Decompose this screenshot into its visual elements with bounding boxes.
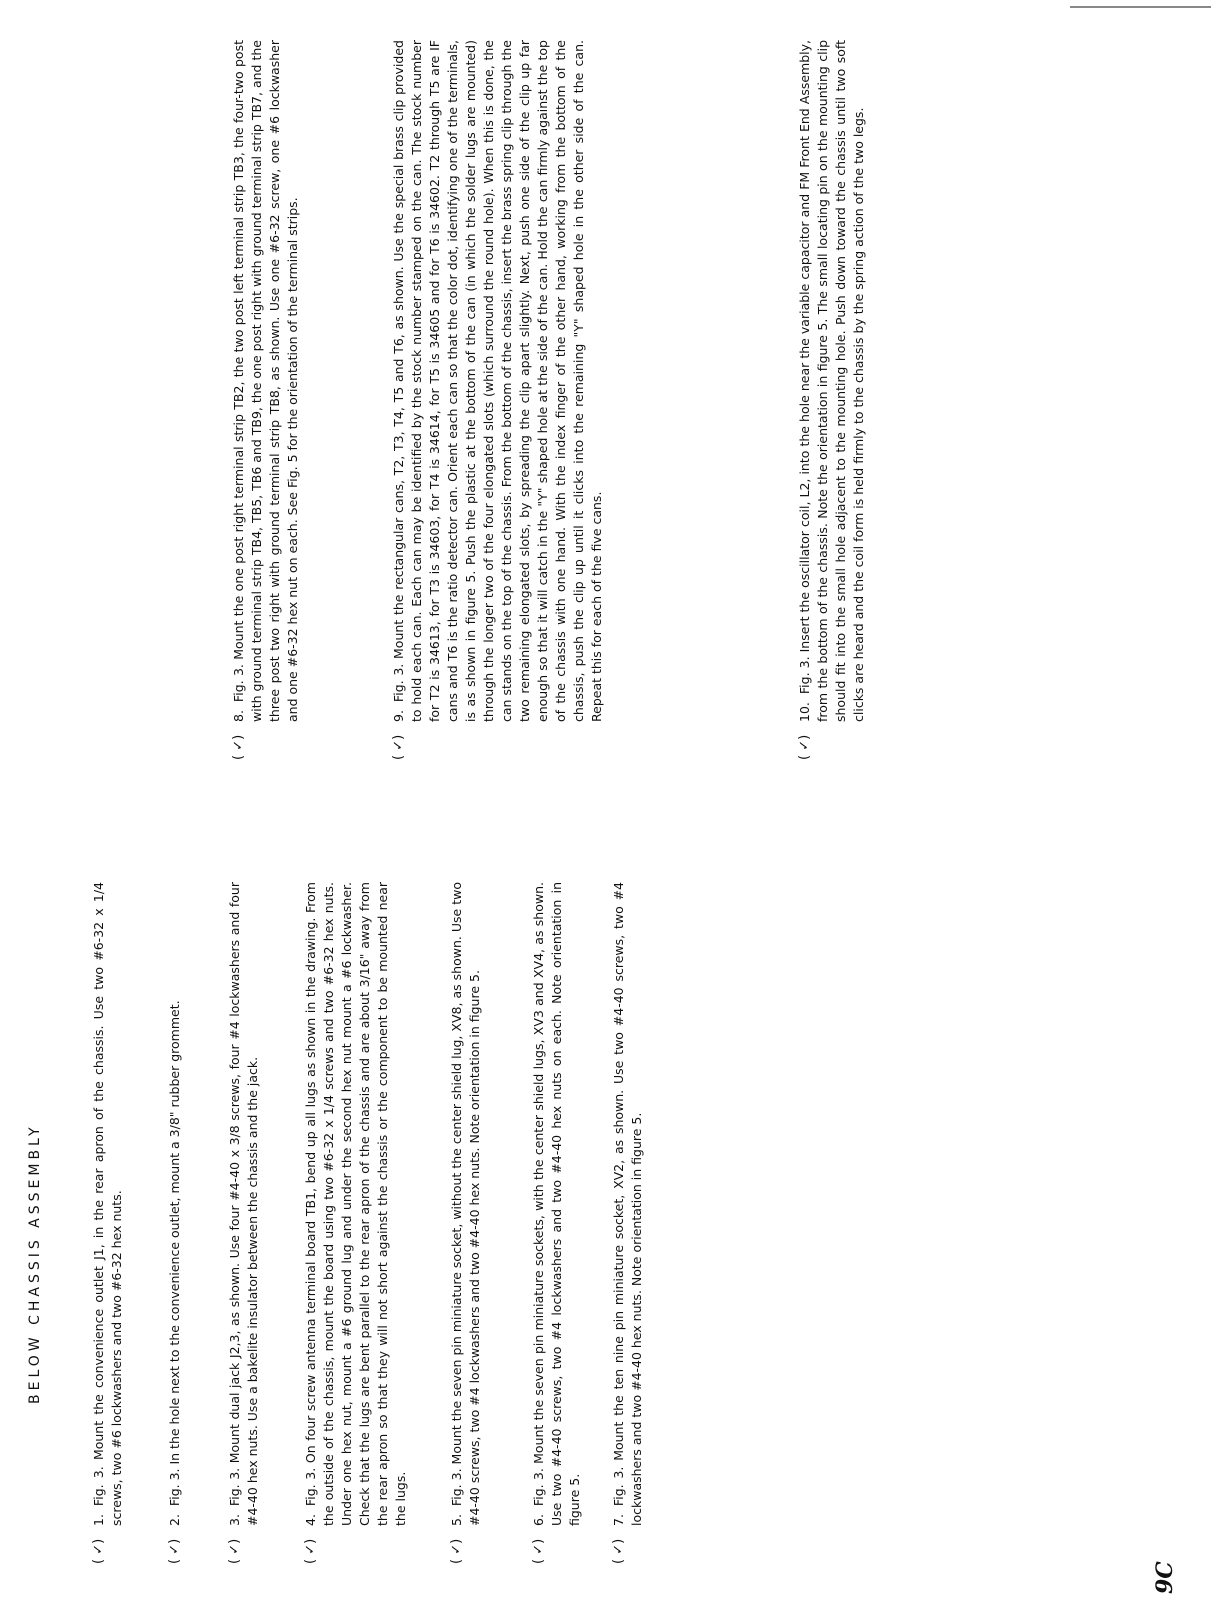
- step-2-text: Fig. 3. In the hole next to the convenience outlet, mount a 3/8" rubber grommet.: [167, 1000, 182, 1507]
- step-6: [530, 882, 584, 1564]
- step-10: [796, 40, 868, 760]
- step-9-text: Fig. 3. Mount the rectangular cans, T2, T3, T4, T5 and T6, as shown. Use the special brass clip provided to hold each can. Each can may be identified by the stock number stamped on the can. The stock number for T2 is 34613, for T3 is 34603, for T4 is 34614, for T5 is 34605 and for T6 is 34602. T2 through T5 are IF cans and T6 is the ratio detector can. Orient each can so that the color dot, identifying one of the terminals, is as shown in figure 5. Push the plastic at the bottom of the can (in which the solder lugs are mounted) through the longer two of the four elongated slots (which surround the round hole). When this is done, the can stands on the top of the chassis. From the bottom of the chassis, insert the brass spring clip through the two remaining elongated slots, by spreading the clip apart slightly. Next, push one side of the clip up far enough so that it will catch in the "Y" shaped hole at the side of the can. Hold the can firmly against the top of the chassis with one hand. With the index finger of the other hand, working from the bottom of the chassis, push the clip up until it clicks into the remaining "Y" shaped hole in the other side of the can. Repeat this for each of the five cans.: [391, 40, 604, 722]
- step-4: [302, 882, 410, 1564]
- step-3: [226, 882, 262, 1564]
- step-5-number: 5.: [449, 1514, 464, 1526]
- step-4-checkbox[interactable]: ( ✓): [303, 1538, 318, 1564]
- step-8-text: Fig. 3. Mount the one post right terminal strip TB2, the two post left terminal strip TB3, the four-two post with ground terminal strip TB4, TB5, TB6 and TB9, the one post right with ground terminal strip TB7, and the three post two right with ground terminal strip TB8, as shown. Use one #6-32 screw, one #6 lockwasher and one #6-32 hex nut on each. See Fig. 5 for the orientation of the terminal strips.: [231, 40, 300, 722]
- step-6-text: Fig. 3. Mount the seven pin miniature sockets, with the center shield lugs, XV3 and XV4, as shown. Use two #4-40 screws, two #4 lockwashers and two #4-40 hex nuts on each. Note orientation in figure 5.: [531, 882, 582, 1526]
- step-1: [90, 882, 126, 1564]
- step-1-checkbox[interactable]: ( ✓): [91, 1538, 106, 1564]
- step-1-text: Fig. 3. Mount the convenience outlet J1, in the rear apron of the chassis. Use two #6-32 x 1/4 screws, two #6 lockwashers and two #6-32 hex nuts.: [91, 882, 124, 1526]
- step-7-text: Fig. 3. Mount the ten nine pin miniature socket, XV2, as shown. Use two #4-40 screws, two #4 lockwashers and two #4-40 hex nuts. Note orientation in figure 5.: [611, 882, 644, 1526]
- step-3-checkbox[interactable]: ( ✓): [227, 1538, 242, 1564]
- step-8: [230, 40, 302, 760]
- left-column: [0, 882, 1211, 1572]
- step-5-text: Fig. 3. Mount the seven pin miniature socket, without the center shield lug, XV8, as shown. Use two #4-40 screws, two #4 lockwashers and two #4-40 hex nuts. Note orientation in figure 5.: [449, 882, 482, 1526]
- step-10-text: Fig. 3. Insert the oscillator coil, L2, into the hole near the variable capacitor and FM Front End Assembly, from the bottom of the chassis. Note the orientation in figure 5. The small locating pin on the mounting clip should fit into the small hole adjacent to the mounting hole. Push down toward the chassis until two soft clicks are heard and the coil form is held firmly to the chassis by the spring action of the two legs.: [797, 40, 866, 722]
- step-9: [390, 40, 606, 760]
- right-column: [0, 40, 1211, 760]
- step-3-number: 3.: [227, 1514, 242, 1526]
- step-5-checkbox[interactable]: ( ✓): [449, 1538, 464, 1564]
- step-4-text: Fig. 3. On four screw antenna terminal board TB1, bend up all lugs as shown in the drawing. From the outside of the chassis, mount the board using two #6-32 x 1/4 screws and two #6-32 hex nuts. Under one hex nut, mount a #6 ground lug and under the second hex nut mount a #6 lockwasher. Check that the lugs are bent parallel to the rear apron of the chassis and are about 3/16" away from the rear apron so that they will not short against the chassis or the component to be mounted near the lugs.: [303, 882, 408, 1526]
- step-1-number: 1.: [91, 1514, 106, 1526]
- step-9-checkbox[interactable]: ( ✓): [391, 734, 406, 760]
- step-6-checkbox[interactable]: ( ✓): [531, 1538, 546, 1564]
- step-10-checkbox[interactable]: ( ✓): [797, 734, 812, 760]
- step-8-checkbox[interactable]: ( ✓): [231, 734, 246, 760]
- step-2: [166, 882, 184, 1564]
- step-9-number: 9.: [391, 710, 406, 722]
- step-5: [448, 882, 484, 1564]
- step-2-checkbox[interactable]: ( ✓): [167, 1538, 182, 1564]
- step-2-number: 2.: [167, 1514, 182, 1526]
- page-number: 9C: [1152, 1561, 1178, 1594]
- step-3-text: Fig. 3. Mount dual jack J2,3, as shown. Use four #4-40 x 3/8 screws, four #4 lockwashers and four #4-40 hex nuts. Use a bakelite insulator between the chassis and the jack.: [227, 882, 260, 1526]
- step-7-number: 7.: [611, 1514, 626, 1526]
- step-6-number: 6.: [531, 1514, 546, 1526]
- step-4-number: 4.: [303, 1514, 318, 1526]
- step-7-checkbox[interactable]: ( ✓): [611, 1538, 626, 1564]
- step-8-number: 8.: [231, 710, 246, 722]
- step-10-number: 10.: [797, 702, 812, 722]
- section-title: BELOW CHASSIS ASSEMBLY: [27, 1123, 43, 1404]
- step-7: [610, 882, 646, 1564]
